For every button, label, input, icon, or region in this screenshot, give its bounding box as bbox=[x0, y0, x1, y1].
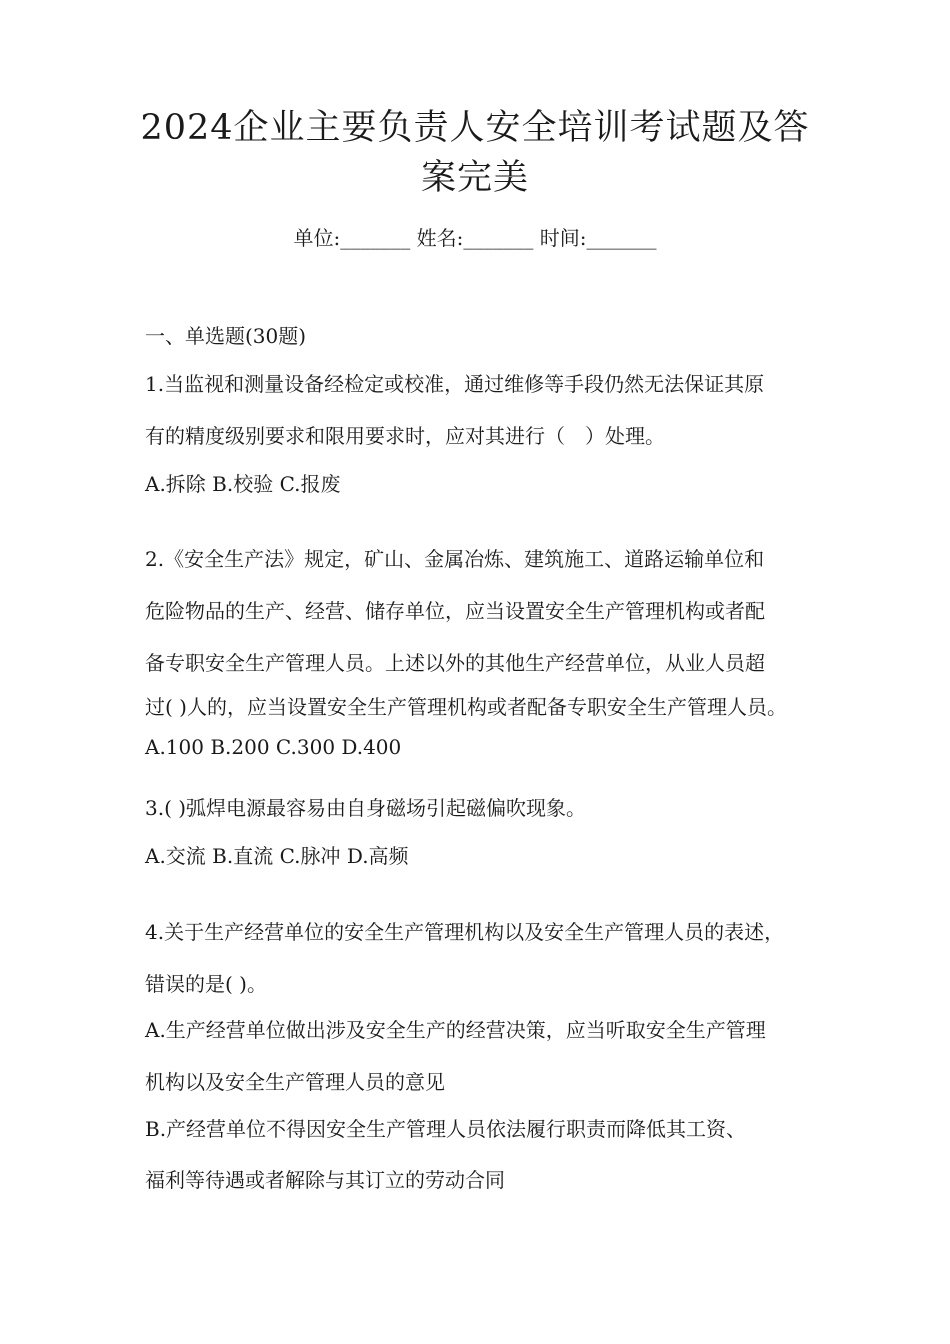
question-4-option-b-line-2: 福利等待遇或者解除与其订立的劳动合同 bbox=[145, 1168, 505, 1192]
question-3-line-1: 3.( )弧焊电源最容易由自身磁场引起磁偏吹现象。 bbox=[145, 796, 587, 820]
time-field-label: 时间:_______ bbox=[539, 226, 657, 250]
section-heading: 一、单选题(30题) bbox=[145, 324, 307, 348]
question-1-line-1: 1.当监视和测量设备经检定或校准，通过维修等手段仍然无法保证其原 bbox=[145, 372, 765, 396]
question-4-line-1: 4.关于生产经营单位的安全生产管理机构以及安全生产管理人员的表述， bbox=[145, 920, 785, 944]
unit-field-label: 单位:_______ bbox=[293, 226, 411, 250]
question-1-options: A.拆除 B.校验 C.报废 bbox=[145, 472, 341, 496]
question-2-line-2: 危险物品的生产、经营、储存单位，应当设置安全生产管理机构或者配 bbox=[145, 599, 765, 623]
question-2-line-4: 过( )人的，应当设置安全生产管理机构或者配备专职安全生产管理人员。 bbox=[145, 695, 787, 719]
question-4-line-2: 错误的是( )。 bbox=[145, 972, 267, 996]
question-4-option-b-line-1: B.产经营单位不得因安全生产管理人员依法履行职责而降低其工资、 bbox=[145, 1117, 747, 1141]
document-title-line-1: 2024企业主要负责人安全培训考试题及答 bbox=[140, 108, 810, 148]
question-3-options: A.交流 B.直流 C.脉冲 D.高频 bbox=[145, 844, 409, 868]
question-4-option-a-line-1: A.生产经营单位做出涉及安全生产的经营决策，应当听取安全生产管理 bbox=[145, 1018, 766, 1042]
document-title-line-2: 案完美 bbox=[420, 158, 529, 198]
question-2-options: A.100 B.200 C.300 D.400 bbox=[145, 735, 402, 759]
question-2-line-3: 备专职安全生产管理人员。上述以外的其他生产经营单位，从业人员超 bbox=[145, 651, 765, 675]
document-meta bbox=[100, 223, 850, 253]
question-2-line-1: 2.《安全生产法》规定，矿山、金属冶炼、建筑施工、道路运输单位和 bbox=[145, 547, 765, 571]
question-4-option-a-line-2: 机构以及安全生产管理人员的意见 bbox=[145, 1070, 445, 1094]
name-field-label: 姓名:_______ bbox=[416, 226, 534, 250]
question-1-line-2: 有的精度级别要求和限用要求时，应对其进行（ ）处理。 bbox=[145, 424, 665, 448]
